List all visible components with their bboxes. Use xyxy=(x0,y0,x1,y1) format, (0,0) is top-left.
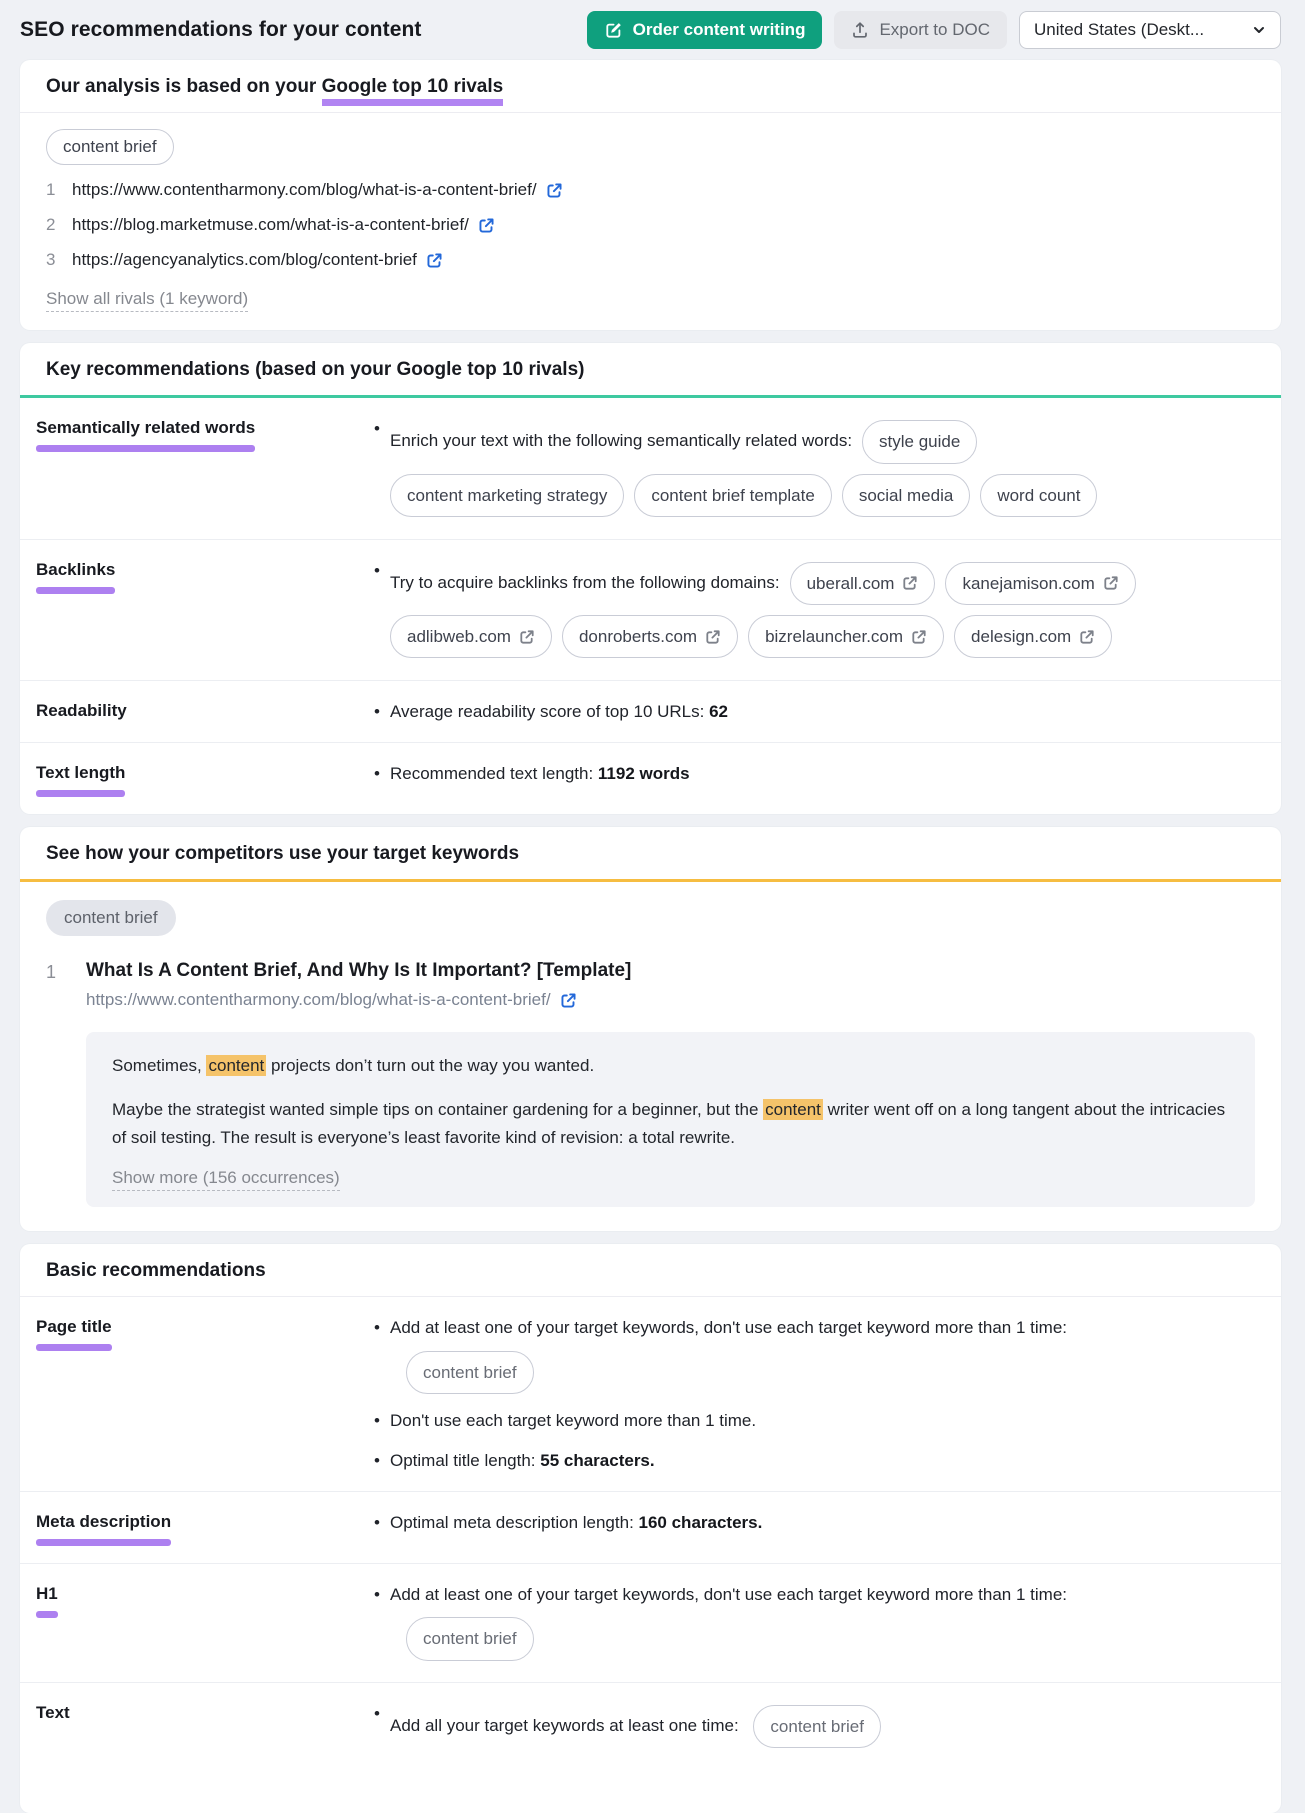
backlinks-row xyxy=(20,539,1281,680)
rivals-card xyxy=(20,60,1281,330)
semantic-words-recommendation xyxy=(372,415,1172,521)
text-length-label: Text length xyxy=(36,763,125,797)
target-keyword-chip-label: content brief xyxy=(770,1716,864,1736)
text-length-row xyxy=(20,742,1281,814)
rival-row xyxy=(46,250,1255,270)
semantic-chip xyxy=(862,420,977,463)
backlinks-text: Try to acquire backlinks from the following domains: xyxy=(390,572,780,592)
highlighted-keyword: content xyxy=(208,1056,265,1076)
semantic-chip-label: style guide xyxy=(879,432,961,452)
semantic-chip-label: word count xyxy=(997,485,1081,505)
external-link-icon xyxy=(911,629,927,645)
basic-recommendations-title: Basic recommendations xyxy=(20,1244,1281,1297)
excerpt-text: projects don’t turn out the way you wanted. xyxy=(266,1056,595,1076)
page-title: SEO recommendations for your content xyxy=(20,18,422,42)
show-all-rivals-link[interactable]: Show all rivals (1 keyword) xyxy=(46,289,248,312)
target-keyword-chip-label: content brief xyxy=(423,1629,517,1649)
external-link-icon xyxy=(902,575,918,591)
target-keyword-chip xyxy=(753,1705,881,1748)
key-recommendations-title: Key recommendations (based on your Google top 10 rivals) xyxy=(20,343,1281,398)
recommendation-text: Optimal title length: xyxy=(390,1451,541,1471)
text-length-value: 1192 words xyxy=(597,764,690,784)
location-select-value: United States (Deskt... xyxy=(1034,20,1205,40)
competitors-card-title: See how your competitors use your target keywords xyxy=(20,827,1281,882)
competitor-page-title: What Is A Content Brief, And Why Is It Important? [Template] xyxy=(86,960,632,982)
highlighted-keyword: content xyxy=(765,1100,821,1120)
backlink-domain-chip[interactable] xyxy=(748,615,944,658)
page-title-row xyxy=(20,1297,1281,1491)
meta-description-recommendation xyxy=(372,1509,1172,1536)
backlink-domain-label: delesign.com xyxy=(971,626,1072,646)
location-device-select[interactable] xyxy=(1019,11,1281,49)
h1-label: H1 xyxy=(36,1584,58,1618)
excerpt-text: writer went off on a long tangent about the intricacies of soil testing. The result is everyone’s least favorite kind of revision: a total rewrite. xyxy=(112,1100,1226,1148)
keyword-chip-filled xyxy=(46,900,176,936)
competitor-url-link[interactable] xyxy=(86,990,1255,1010)
readability-label: Readability xyxy=(36,701,127,721)
rival-url xyxy=(72,250,443,270)
rival-rank: 2 xyxy=(46,215,56,235)
rivals-title-highlight: Google top 10 rivals xyxy=(322,76,504,106)
competitor-rank: 1 xyxy=(46,962,57,983)
target-keyword-chip xyxy=(406,1617,534,1660)
rival-url xyxy=(72,215,495,235)
backlink-domain-chip[interactable] xyxy=(790,562,936,605)
h1-recommendation xyxy=(372,1581,1172,1660)
recommendation-text: Add at least one of your target keywords, don't use each target keyword more than 1 time: xyxy=(390,1318,1068,1338)
external-link-icon xyxy=(705,629,721,645)
semantic-chip-label: content marketing strategy xyxy=(407,485,608,505)
backlinks-label: Backlinks xyxy=(36,560,115,594)
show-more-occurrences-link[interactable]: Show more (156 occurrences) xyxy=(112,1168,340,1191)
external-link-icon[interactable] xyxy=(426,252,443,269)
page-title-recommendation-2 xyxy=(372,1407,1172,1434)
excerpt-paragraph xyxy=(112,1052,1229,1080)
backlink-domain-label: adlibweb.com xyxy=(407,626,511,646)
chevron-down-icon xyxy=(1252,23,1266,37)
backlink-domain-chip[interactable] xyxy=(945,562,1135,605)
competitors-card xyxy=(20,827,1281,1231)
upload-icon xyxy=(851,21,869,39)
order-content-writing-button[interactable] xyxy=(587,11,823,49)
edit-compose-icon xyxy=(604,21,623,40)
backlink-domain-chip[interactable] xyxy=(954,615,1112,658)
semantic-words-label: Semantically related words xyxy=(36,418,255,452)
text-recommendation xyxy=(372,1700,1172,1753)
export-button-label: Export to DOC xyxy=(879,20,990,39)
recommendation-text: Add all your target keywords at least one time: xyxy=(390,1715,744,1735)
excerpt-paragraph xyxy=(112,1096,1229,1152)
key-recommendations-card xyxy=(20,343,1281,814)
semantic-chip xyxy=(390,474,624,517)
target-keyword-chip-label: content brief xyxy=(423,1362,517,1382)
target-keyword-chip xyxy=(406,1351,534,1394)
rival-url-text: https://www.contentharmony.com/blog/what-is-a-content-brief/ xyxy=(72,180,537,200)
semantic-chip xyxy=(842,474,971,517)
rival-row xyxy=(46,180,1255,200)
rival-url-text: https://agencyanalytics.com/blog/content-brief xyxy=(72,250,417,270)
readability-recommendation xyxy=(372,698,1172,725)
rivals-title-prefix: Our analysis is based on your xyxy=(46,76,322,98)
recommendation-text: Optimal meta description length: xyxy=(390,1513,639,1533)
external-link-icon xyxy=(1103,575,1119,591)
order-button-label: Order content writing xyxy=(632,20,806,39)
semantic-chip-label: social media xyxy=(858,485,954,505)
basic-recommendations-card xyxy=(20,1244,1281,1812)
recommendation-value: 160 characters. xyxy=(638,1513,763,1533)
external-link-icon xyxy=(519,629,535,645)
export-to-doc-button[interactable] xyxy=(834,11,1007,49)
backlinks-recommendation xyxy=(372,557,1172,663)
page-title-recommendation-1 xyxy=(372,1314,1172,1393)
rival-rank: 3 xyxy=(46,250,56,270)
rival-url-text: https://blog.marketmuse.com/what-is-a-content-brief/ xyxy=(72,215,469,235)
recommendation-value: 55 characters. xyxy=(540,1451,655,1471)
backlink-domain-label: uberall.com xyxy=(806,573,895,593)
rivals-card-title xyxy=(20,60,1281,113)
external-link-icon[interactable] xyxy=(546,182,563,199)
readability-row xyxy=(20,680,1281,742)
excerpt-text: Maybe the strategist wanted simple tips on container gardening for a beginner, but the xyxy=(112,1100,764,1120)
semantic-chip xyxy=(980,474,1097,517)
rival-row xyxy=(46,215,1255,235)
backlink-domain-label: kanejamison.com xyxy=(962,573,1095,593)
keyword-chip-label: content brief xyxy=(63,137,157,157)
page-header xyxy=(20,0,1281,60)
keyword-chip xyxy=(46,129,174,165)
excerpt-text: Sometimes, xyxy=(112,1056,207,1076)
text-row xyxy=(20,1682,1281,1813)
readability-text: Average readability score of top 10 URLs: xyxy=(390,702,710,722)
rival-rank: 1 xyxy=(46,180,56,200)
text-length-recommendation xyxy=(372,760,1172,787)
external-link-icon xyxy=(560,992,577,1009)
external-link-icon[interactable] xyxy=(478,217,495,234)
recommendation-text: Don't use each target keyword more than 1 time. xyxy=(390,1410,757,1430)
meta-description-row xyxy=(20,1491,1281,1563)
backlink-domain-chip[interactable] xyxy=(390,615,552,658)
backlink-domain-chip[interactable] xyxy=(562,615,738,658)
external-link-icon xyxy=(1079,629,1095,645)
recommendation-text: Add at least one of your target keywords, don't use each target keyword more than 1 time: xyxy=(390,1585,1068,1605)
page-title-recommendation-3 xyxy=(372,1447,1172,1474)
semantic-chip-label: content brief template xyxy=(651,485,815,505)
semantic-chip xyxy=(634,474,831,517)
backlink-domain-label: donroberts.com xyxy=(578,626,698,646)
rival-url xyxy=(72,180,563,200)
semantic-words-row xyxy=(20,398,1281,538)
meta-description-label: Meta description xyxy=(36,1512,171,1546)
keyword-chip-label: content brief xyxy=(64,908,158,928)
backlink-domain-label: bizrelauncher.com xyxy=(765,626,904,646)
text-label: Text xyxy=(36,1702,70,1722)
readability-value: 62 xyxy=(709,702,729,722)
competitor-url-text: https://www.contentharmony.com/blog/what-is-a-content-brief/ xyxy=(86,990,551,1010)
text-length-text: Recommended text length: xyxy=(390,764,598,784)
page-title-label: Page title xyxy=(36,1317,112,1351)
h1-row xyxy=(20,1563,1281,1681)
keyword-occurrence-excerpt xyxy=(86,1032,1255,1207)
competitor-result xyxy=(46,960,1255,1207)
semantic-words-text: Enrich your text with the following semantically related words: xyxy=(390,431,853,451)
